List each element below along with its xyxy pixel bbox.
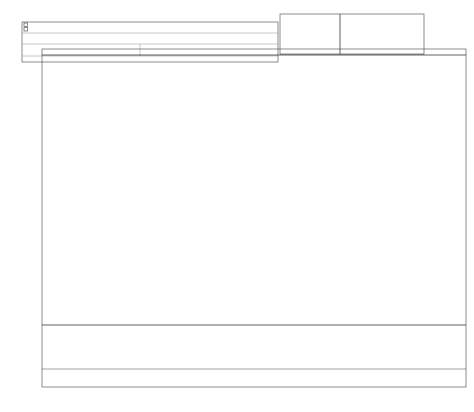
away-checkbox[interactable] (24, 23, 28, 27)
batting-grid (42, 49, 466, 325)
footer (42, 325, 466, 387)
home-checkbox[interactable] (24, 28, 28, 32)
